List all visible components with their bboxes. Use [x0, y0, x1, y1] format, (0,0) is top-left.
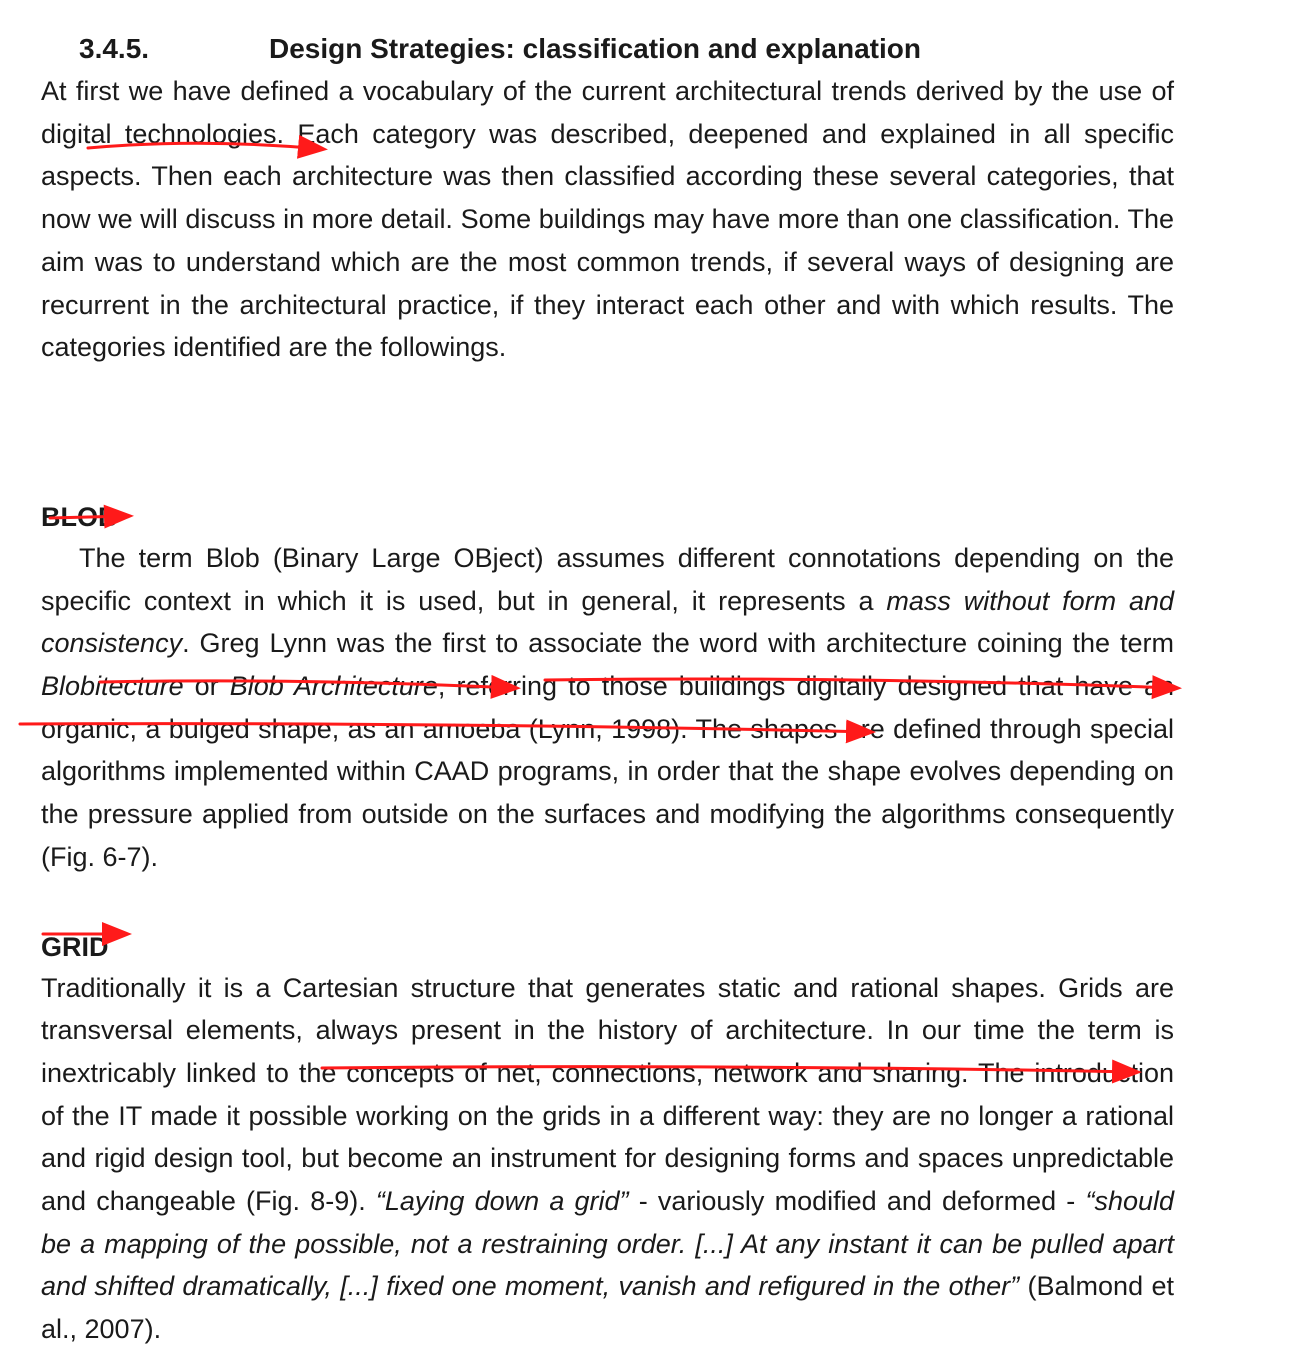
grid-paragraph: Traditionally it is a Cartesian structure that generates static and rational shapes. Grids are transversal elements, always present in the history of architecture. In our time the term is inextricably linked to the concepts of net, connections, network and sharing. The introduction of the IT made it possible working on the grids in a different way: they are no longer a rational and rigid design tool, but become an instrument for designing forms and spaces unpredictable and changeable (Fig. 8-9). “Laying down a grid” - variously modified and deformed - “should be a mapping of the possible, not a restraining order. [...] At any instant it can be pulled apart and shifted dramatically, [...] fixed one moment, vanish and refigured in the other” (Balmond et al., 2007).: [41, 972, 1175, 1345]
blob-heading: BLOB: [41, 501, 118, 532]
blob-paragraph: The term Blob (Binary Large OBject) assumes different connotations depending on the specific context in which it is used, but in general, it represents a mass without form and consistency. Greg Lynn was the first to associate the word with architecture coining the term Blobitecture or Blob Architecture, referring to those buildings digitally designed that have an organic, a bulged shape, as an amoeba (Lynn, 1998). The shapes are defined through special algorithms implemented within CAAD programs, in order that the shape evolves depending on the pressure applied from outside on the surfaces and modifying the algorithms consequently (Fig. 6-7).: [41, 542, 1174, 872]
section-number: 3.4.5.: [79, 33, 150, 64]
term-blob-architecture: Blob Architecture: [229, 671, 438, 702]
term-blobitecture: Blobitecture: [41, 671, 184, 702]
grid-heading: GRID: [41, 931, 109, 962]
document-page: [41, 28, 1174, 1351]
intro-paragraph: At first we have defined a vocabulary of the current architectural trends derived by the use of digital technologies. Each category was described, deepened and explained in all specific aspects. Then each architecture was then classified according these several categories, that now we will discuss in more detail. Some buildings may have more than one classification. The aim was to understand which are the most common trends, if several ways of designing are recurrent in the architectural practice, if they interact each other and with which results. The categories identified are the followings.: [41, 76, 1174, 363]
section-title: Design Strategies: classification and explanation: [269, 33, 921, 64]
section-heading: [41, 28, 1174, 70]
